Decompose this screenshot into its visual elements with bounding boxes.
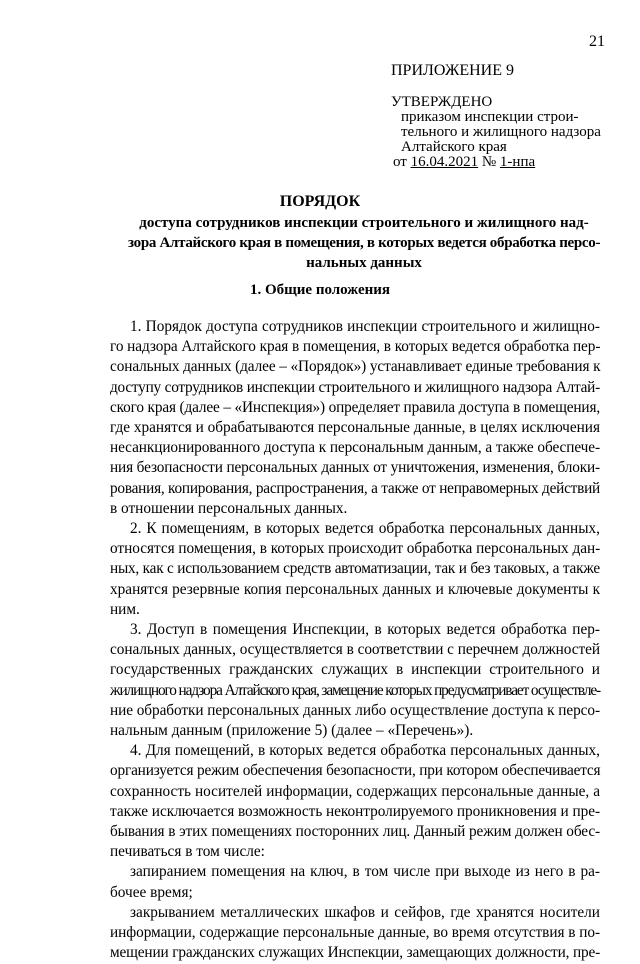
body-line: ния безопасности персональных данных от уничтожения, изменения, блоки- bbox=[110, 459, 600, 477]
subtitle-line: зора Алтайского края в помещения, в которых ведется обработка персо- bbox=[128, 235, 601, 251]
order-number: 1-нпа bbox=[499, 154, 536, 170]
body-line: государственных гражданских служащих в инспекции строительного и bbox=[110, 661, 600, 679]
approval-line: тельного и жилищного надзора bbox=[401, 124, 601, 140]
body-line: сональных данных, осуществляется в соответствии с перечнем должностей bbox=[110, 641, 600, 659]
body-line: бывания в этих помещениях посторонних лиц. Данный режим должен обес- bbox=[110, 823, 600, 841]
body-line: запиранием помещения на ключ, в том числе при выходе из него в ра- bbox=[130, 863, 600, 881]
body-line: где хранятся и обрабатываются персональные данные, в целях исключения bbox=[110, 419, 600, 437]
body-line: информации, содержащие персональные данные, во время отсутствия в по- bbox=[110, 924, 600, 942]
body-line: ние обработки персональных данных либо осуществление доступа к персо- bbox=[110, 701, 600, 719]
body-line: доступу сотрудников инспекции строительного и жилищного надзора Алтай- bbox=[110, 378, 600, 396]
body-line: сохранность носителей информации, содержащих персональные данные, а bbox=[110, 782, 600, 800]
order-number-sign: № bbox=[478, 154, 500, 170]
body-line: мещении гражданских служащих Инспекции, замещающих должности, пре- bbox=[110, 944, 601, 962]
section-heading: 1. Общие положения bbox=[249, 282, 391, 298]
body-line: несанкционированного доступа к персональным данным, а также обеспече- bbox=[110, 439, 600, 457]
body-line: го надзора Алтайского края в помещения, в которых ведется обработка пер- bbox=[110, 338, 601, 356]
body-line: закрыванием металлических шкафов и сейфов, где хранятся носители bbox=[130, 903, 600, 921]
body-line: также исключается возможность неконтролируемого проникновения и пре- bbox=[110, 802, 600, 820]
body-line: 4. Для помещений, в которых ведется обработка персональных данных, bbox=[130, 742, 600, 760]
body-line: ных, как с использованием средств автоматизации, так и без таковых, а также bbox=[110, 560, 600, 578]
order-date: 16.04.2021 bbox=[410, 154, 479, 170]
body-line: ского края (далее – «Инспекция») определяет правила доступа в помещения, bbox=[110, 398, 600, 416]
approval-line: приказом инспекции строи- bbox=[401, 109, 579, 125]
body-text bbox=[110, 317, 600, 964]
order-prefix: от bbox=[393, 154, 411, 170]
body-line: 3. Доступ в помещения Инспекции, в которых ведется обработка пер- bbox=[130, 621, 600, 639]
body-line: в отношении персональных данных. bbox=[110, 499, 348, 517]
body-line: хранятся резервные копия персональных данных и ключевые документы к bbox=[110, 580, 600, 598]
body-line: нальным данным (приложение 5) (далее – «Перечень»). bbox=[110, 722, 474, 740]
order-reference bbox=[393, 155, 601, 170]
body-line: относятся помещения, в которых происходит обработка персональных дан- bbox=[110, 540, 601, 558]
approval-header bbox=[383, 63, 601, 170]
body-line: ним. bbox=[110, 600, 140, 618]
body-line: 2. К помещениям, в которых ведется обработка персональных данных, bbox=[130, 520, 600, 538]
approval-line: Алтайского края bbox=[401, 139, 507, 155]
appendix-label: ПРИЛОЖЕНИЕ 9 bbox=[391, 62, 515, 79]
body-line: организуется режим обеспечения безопасности, при котором обеспечивается bbox=[110, 762, 601, 780]
body-line: 1. Порядок доступа сотрудников инспекции строительного и жилищно- bbox=[130, 318, 600, 335]
approved-label: УТВЕРЖДЕНО bbox=[391, 94, 493, 110]
page-number: 21 bbox=[589, 33, 605, 50]
body-line: печиваться в том числе: bbox=[110, 843, 265, 861]
body-line: жилищного надзора Алтайского края, замещение которых предусматривает осуществле- bbox=[110, 681, 601, 699]
document-title: ПОРЯДОК bbox=[279, 193, 361, 210]
subtitle-line: нальных данных bbox=[306, 255, 422, 271]
body-line: рования, копирования, распространения, а также от неправомерных действий bbox=[110, 479, 600, 497]
subtitle-line: доступа сотрудников инспекции строительного и жилищного над- bbox=[139, 215, 589, 231]
body-line: бочее время; bbox=[110, 883, 193, 901]
body-line: сональных данных (далее – «Порядок») устанавливает единые требования к bbox=[110, 358, 601, 376]
document-subtitle bbox=[128, 213, 600, 273]
